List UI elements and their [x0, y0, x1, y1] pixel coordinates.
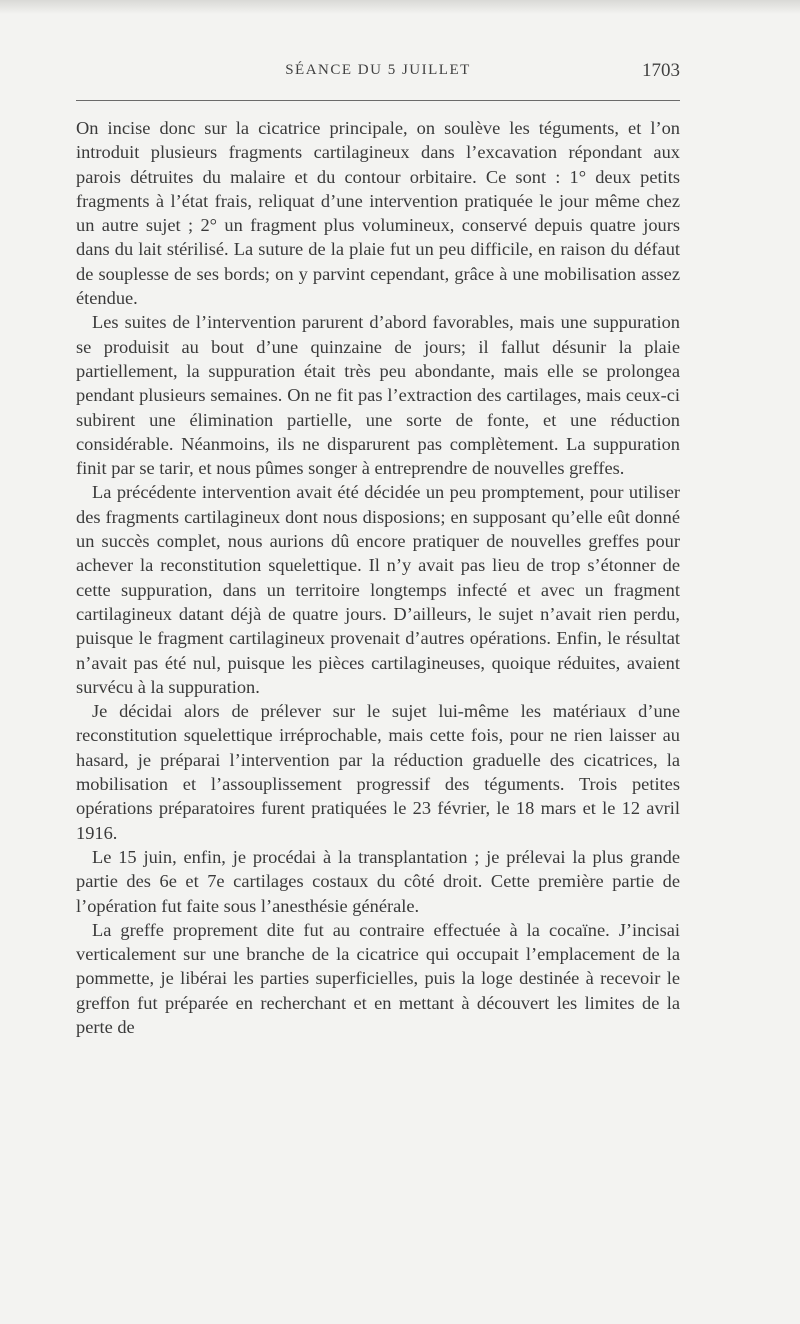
paragraph: Le 15 juin, enfin, je procédai à la transplantation ; je prélevai la plus grande partie des 6e et 7e cartilages costaux du côté droit. Cette première partie de l’opération fut faite sous l’anesthésie générale. — [76, 846, 680, 916]
running-head: SÉANCE DU 5 JUILLET — [285, 62, 471, 78]
page-header — [76, 62, 680, 92]
page-number: 1703 — [642, 60, 680, 81]
scan-edge — [0, 0, 800, 14]
paragraph: On incise donc sur la cicatrice principale, on soulève les téguments, et l’on introduit plusieurs fragments cartilagineux dans l’excavation répondant aux parois détruites du malaire et du contour orbitaire. Ce sont : 1° deux petits fragments à l’état frais, reliquat d’une intervention pratiquée le jour même chez un autre sujet ; 2° un fragment plus volumineux, conservé depuis quatre jours dans du lait stérilisé. La suture de la plaie fut un peu difficile, en raison du défaut de souplesse de ses bords; on y parvint cependant, grâce à une mobilisation assez étendue. — [76, 118, 680, 309]
paragraph: La greffe proprement dite fut au contraire effectuée à la cocaïne. J’incisai verticalement sur une branche de la cicatrice qui occupait l’emplacement de la pommette, je libérai les parties superficielles, puis la loge destinée à recevoir le greffon fut préparée en recherchant et en mettant à découvert les limites de la perte de — [76, 919, 680, 1037]
paragraph: Les suites de l’intervention parurent d’abord favorables, mais une suppuration se produisit au bout d’une quinzaine de jours; il fallut désunir la plaie partiellement, la suppuration était très peu abondante, mais elle se prolongea pendant plusieurs semaines. On ne fit pas l’extraction des cartilages, mais ceux-ci subirent une élimination partielle, une sorte de fonte, et une réduction considérable. Néanmoins, ils ne disparurent pas complètement. La suppuration finit par se tarir, et nous pûmes songer à entreprendre de nouvelles greffes. — [76, 312, 680, 479]
body-text — [76, 116, 680, 1039]
paragraph: La précédente intervention avait été décidée un peu promptement, pour utiliser des fragments cartilagineux dont nous disposions; en supposant qu’elle eût donné un succès complet, nous aurions dû encore pratiquer de nouvelles greffes pour achever la reconstitution squelettique. Il n’y avait pas lieu de trop s’étonner de cette suppuration, dans un territoire longtemps infecté et avec un fragment cartilagineux datant déjà de quatre jours. D’ailleurs, le sujet n’avait rien perdu, puisque le fragment cartilagineux provenait d’autres opérations. Enfin, le résultat n’avait pas été nul, puisque les pièces cartilagineuses, quoique réduites, avaient survécu à la suppuration. — [76, 482, 680, 697]
paragraph: Je décidai alors de prélever sur le sujet lui-même les matériaux d’une reconstitution squelettique irréprochable, mais cette fois, pour ne rien laisser au hasard, je préparai l’intervention par la réduction graduelle des cicatrices, la mobilisation et l’assouplissement progressif des téguments. Trois petites opérations préparatoires furent pratiquées le 23 février, le 18 mars et le 12 avril 1916. — [76, 701, 680, 843]
header-rule — [76, 100, 680, 101]
